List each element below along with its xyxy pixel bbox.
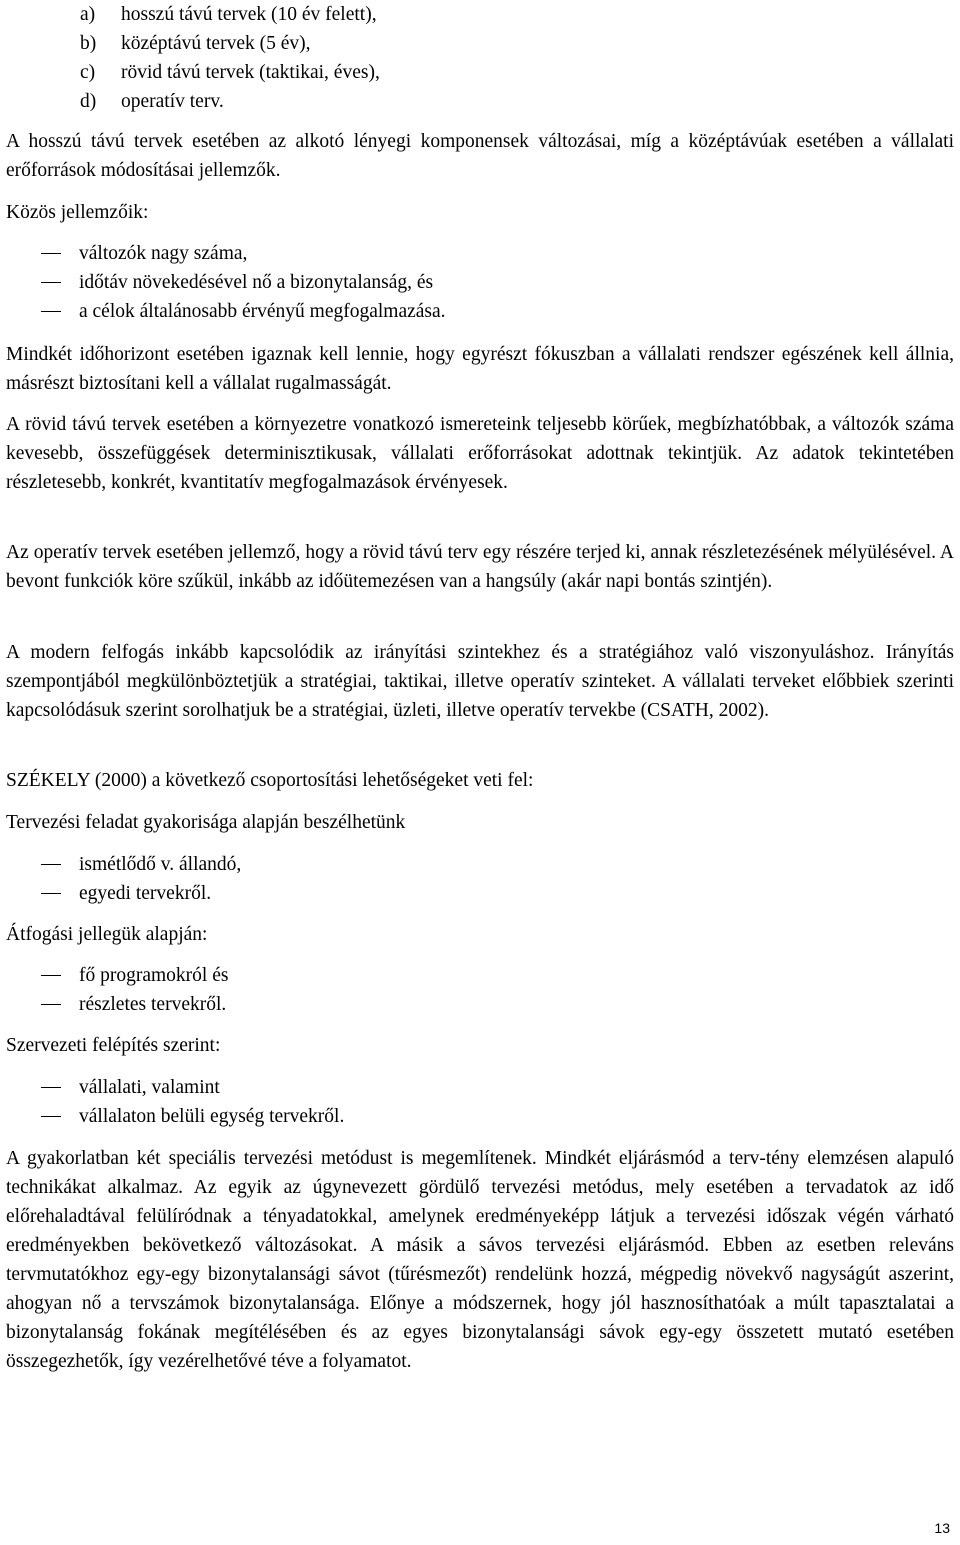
common-features-list: [0, 239, 700, 326]
paragraph-szekely: SZÉKELY (2000) a következő csoportosítási lehetőségeket veti fel:: [6, 770, 534, 791]
list-item: [0, 0, 700, 29]
list-item-text: egyedi tervekről.: [79, 883, 212, 904]
organization-list: [0, 1073, 700, 1131]
planning-horizon-list: [0, 0, 700, 116]
paragraph-special-methods: A gyakorlatban két speciális tervezési metódust is megemlítenek. Mindkét eljárásmód a terv-tény elemzésen alapuló technikákat alkalmaz. Az egyik az úgynevezett gördülő tervezési metódus, mely esetében a tervadatok az idő előrehaladtával felülíródnak a tényadatokkal, amelynek eredményeképp látjuk a tervezési időszak végén várható eredményekben bekövetkező változásokat. A másik a sávos tervezési eljárásmód. Ebben az esetben releváns tervmutatókhoz egy-egy bizonytalansági sávot (tűrésmezőt) rendelünk hozzá, mégpedig növekvő nagyságút aszerint, ahogyan nő a tervszámok bizonytalansága. Előnye a módszernek, hogy jól hasznosíthatóak a múlt tapasztalatai a bizonytalanság fokának megítélésében és az egyes bizonytalansági sávok egy-egy összetett mutató esetében összegezhetők, így vezérelhetővé téve a folyamatot.: [6, 1148, 954, 1372]
list-item-text: hosszú távú tervek (10 év felett),: [121, 4, 377, 25]
dash-bullet: [41, 1087, 61, 1088]
list-item-text: rövid távú tervek (taktikai, éves),: [121, 62, 380, 83]
list-marker: b): [80, 33, 97, 54]
frequency-list: [0, 850, 700, 908]
dash-bullet: [41, 311, 61, 312]
dash-bullet: [41, 282, 61, 283]
list-item-text: ismétlődő v. állandó,: [79, 854, 242, 875]
list-item-text: időtáv növekedésével nő a bizonytalanság, és: [79, 272, 434, 293]
list-item: [0, 297, 700, 326]
list-item-text: vállalaton belüli egység tervekről.: [79, 1106, 345, 1127]
dash-bullet: [41, 253, 61, 254]
paragraph-operative: Az operatív tervek esetében jellemző, hogy a rövid távú terv egy részére terjed ki, annak részletezésének mélyülésével. A bevont funkciók köre szűkül, inkább az időütemezésen van a hangsúly (akár napi bontás szintjén).: [6, 542, 954, 592]
list-item: [0, 87, 700, 116]
list-item: [0, 58, 700, 87]
list-item: [0, 239, 700, 268]
paragraph-modern-approach: A modern felfogás inkább kapcsolódik az irányítási szintekhez és a stratégiához való viszonyuláshoz. Irányítás szempontjából megkülönböztetjük a stratégiai, taktikai, illetve operatív szinteket. A vállalati terveket előbbiek szerinti kapcsolódásuk szerint sorolhatjuk be a stratégiai, üzleti, illetve operatív tervekbe (CSATH, 2002).: [6, 642, 954, 721]
dash-bullet: [41, 975, 61, 976]
list-item-text: középtávú tervek (5 év),: [121, 33, 311, 54]
list-item-text: változók nagy száma,: [79, 243, 248, 264]
paragraph-horizons: A hosszú távú tervek esetében az alkotó lényegi komponensek változásai, míg a középtávúak esetében a vállalati erőforrások módosításai jellemzők.: [6, 131, 954, 181]
paragraph-both-horizons: Mindkét időhorizont esetében igaznak kell lennie, hogy egyrészt fókuszban a vállalati rendszer egészének kell állnia, másrészt biztosítani kell a vállalat rugalmasságát.: [6, 344, 954, 394]
list-marker: a): [80, 4, 96, 25]
organization-heading: Szervezeti felépítés szerint:: [6, 1035, 221, 1056]
dash-bullet: [41, 1004, 61, 1005]
list-item: [0, 961, 700, 990]
paragraph-short-term: A rövid távú tervek esetében a környezetre vonatkozó ismereteink teljesebb körűek, megbízhatóbbak, a változók száma kevesebb, összefüggések determinisztikusak, vállalati erőforrásokat adottnak tekintjük. Az adatok tekintetében részletesebb, konkrét, kvantitatív megfogalmazások érvényesek.: [6, 414, 954, 493]
list-item: [0, 268, 700, 297]
list-item: [0, 879, 700, 908]
list-marker: d): [80, 91, 97, 112]
list-item-text: fő programokról és: [79, 965, 229, 986]
list-item-text: operatív terv.: [121, 91, 224, 112]
list-item: [0, 29, 700, 58]
dash-bullet: [41, 893, 61, 894]
page-number: 13: [934, 1520, 950, 1536]
dash-bullet: [41, 864, 61, 865]
scope-heading: Átfogási jellegük alapján:: [6, 924, 208, 945]
common-features-heading: Közös jellemzőik:: [6, 202, 149, 223]
list-item-text: részletes tervekről.: [79, 994, 227, 1015]
dash-bullet: [41, 1116, 61, 1117]
list-item: [0, 850, 700, 879]
list-item-text: vállalati, valamint: [79, 1077, 220, 1098]
list-item: [0, 1102, 700, 1131]
list-marker: c): [80, 62, 96, 83]
list-item: [0, 990, 700, 1019]
scope-list: [0, 961, 700, 1019]
frequency-heading: Tervezési feladat gyakorisága alapján beszélhetünk: [6, 812, 406, 833]
list-item-text: a célok általánosabb érvényű megfogalmazása.: [79, 301, 446, 322]
list-item: [0, 1073, 700, 1102]
